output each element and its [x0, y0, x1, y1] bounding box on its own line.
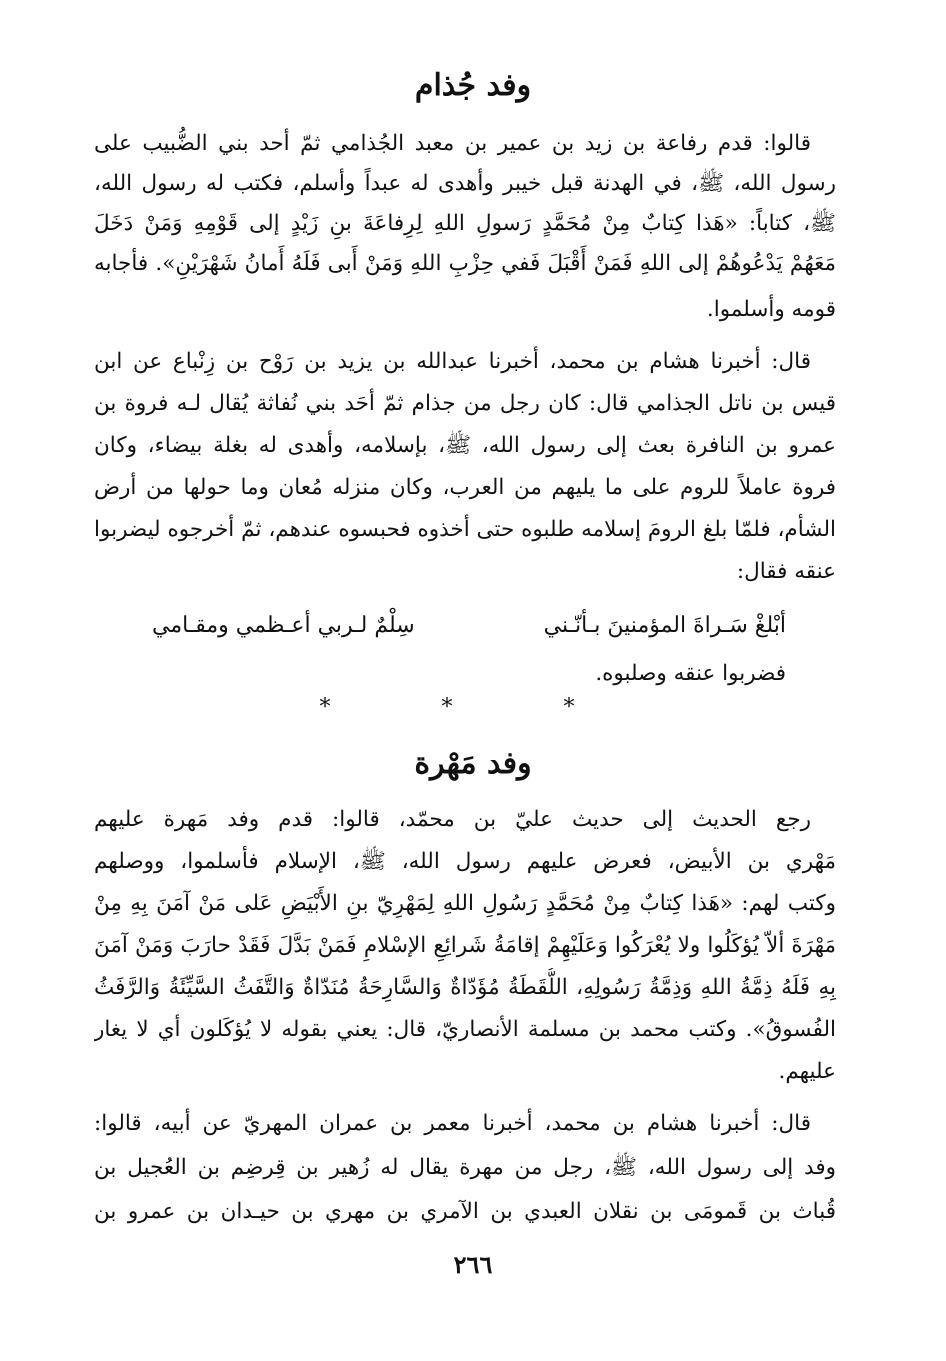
verse-first-hemistich: أبْلغْ سَـراةَ المؤمنينَ بـأنّـني	[543, 613, 786, 638]
section-title-mahra: وفد مَهْرة	[414, 746, 532, 781]
verse-second-hemistich: سِلْمٌ لـربي أعـظمي ومقـامي	[152, 613, 415, 638]
text-line: فروة عاملاً للروم على ما يليهم من العرب، وكان منزله مُعان وما حولها من أرض	[94, 475, 836, 500]
text-line: الفُسوقُ». وكتب محمد بن مسلمة الأنصاريّ، قال: يعني بقوله لا يُؤكَلون أي لا يغار	[94, 1017, 836, 1042]
text-line: مَعَهُمْ يَدْعُوهُمْ إلى اللهِ فَمَنْ أَقْبَلَ فَفي حِزْبِ اللهِ وَمَنْ أَبى فَلَهُ أَمانُ شَهْرَيْنِ». فأجابه	[94, 251, 836, 276]
text-line: رسول الله، ﷺ، في الهدنة قبل خيبر وأهدى له عبداً وأسلم، فكتب له رسول الله،	[94, 171, 836, 196]
text-line: قالوا: قدم رفاعة بن زيد بن عمير بن معبد الجُذامي ثمّ أحد بني الضُّبيب على	[94, 131, 811, 156]
text-line: قُباث بن قَمومَى بن نقلان العبدي بن الآمري بن مهري بن حيـدان بن عمرو بن	[94, 1199, 836, 1224]
text-line: مَهْرَةَ ألاّ يُؤكَلُوا ولا يُعْرَكُوا وَعَلَيْهِمْ إقامَةُ شَرائِعِ الإسْلامِ فَمَنْ بَدَّلَ فَقَدْ حارَبَ وَمَنْ آمَنَ	[94, 933, 836, 958]
text-line: وفد إلى رسول الله، ﷺ، رجل من مهرة يقال له زُهير بن قِرضِم بن العُجيل بن	[94, 1155, 836, 1180]
text-line: عنقه فقال:	[736, 559, 836, 584]
text-line: عليهم.	[778, 1059, 836, 1084]
page-number: ٢٦٦	[453, 1250, 493, 1279]
text-line: قيس بن ناتل الجذامي قال: كان رجل من جذام ثمّ أحَد بني نُفاثة يُقال لـه فروة بن	[94, 391, 836, 416]
text-line: الشأم، فلمّا بلغ الرومَ إسلامه طلبوه حتى أخذوه فحبسوه عندهم، ثمّ أخرجوه ليضربوا	[94, 517, 836, 542]
text-line: قال: أخبرنا هشام بن محمد، أخبرنا عبدالله بن يزيد بن رَوْح بن زِنْباع عن ابن	[94, 349, 811, 374]
text-line: فضربوا عنقه وصلبوه.	[595, 661, 786, 686]
text-line: عمرو بن النافرة بعث إلى رسول الله، ﷺ، بإسلامه، وأهدى له بغلة بيضاء، وكان	[94, 433, 836, 458]
text-line: قال: أخبرنا هشام بن محمد، أخبرنا معمر بن عمران المهريّ عن أبيه، قالوا:	[94, 1111, 811, 1136]
text-line: ﷺ، كتاباً: «هَذا كِتابٌ مِنْ مُحَمَّدٍ رَسولِ اللهِ لِرِفاعَةَ بنِ زَيْدٍ إلى قَوْمِهِ وَمَنْ دَخَلَ	[94, 211, 836, 236]
text-line: مَهْري بن الأبيض، فعرض عليهم رسول الله، ﷺ، الإسلام فأسلموا، ووصلهم	[94, 849, 836, 874]
text-line: رجع الحديث إلى حديث عليّ بن محمّد، قالوا: قدم وفد مَهرة عليهم	[94, 807, 811, 832]
text-line: وكتب لهم: «هَذا كِتابٌ مِنْ مُحَمَّدٍ رَسُولِ اللهِ لِمَهْرِيّ بنِ الأَبْيَضِ عَلى مَنْ آمَنَ بِهِ مِنْ	[94, 891, 836, 916]
text-line: قومه وأسلموا.	[706, 297, 836, 322]
section-separator-stars: * * *	[319, 695, 627, 720]
text-line: بِهِ فَلَهُ ذِمَّةُ اللهِ وَذِمَّةُ رَسُولِهِ، اللُّقَطَةُ مُؤَدّاةٌ وَالسَّارِحَةُ مُنَدّاةٌ وَالتَّفَثُ السَّيِّئَةُ وَالرَّفَثُ	[94, 975, 836, 1000]
section-title-judham: وفد جُذام	[414, 68, 532, 103]
